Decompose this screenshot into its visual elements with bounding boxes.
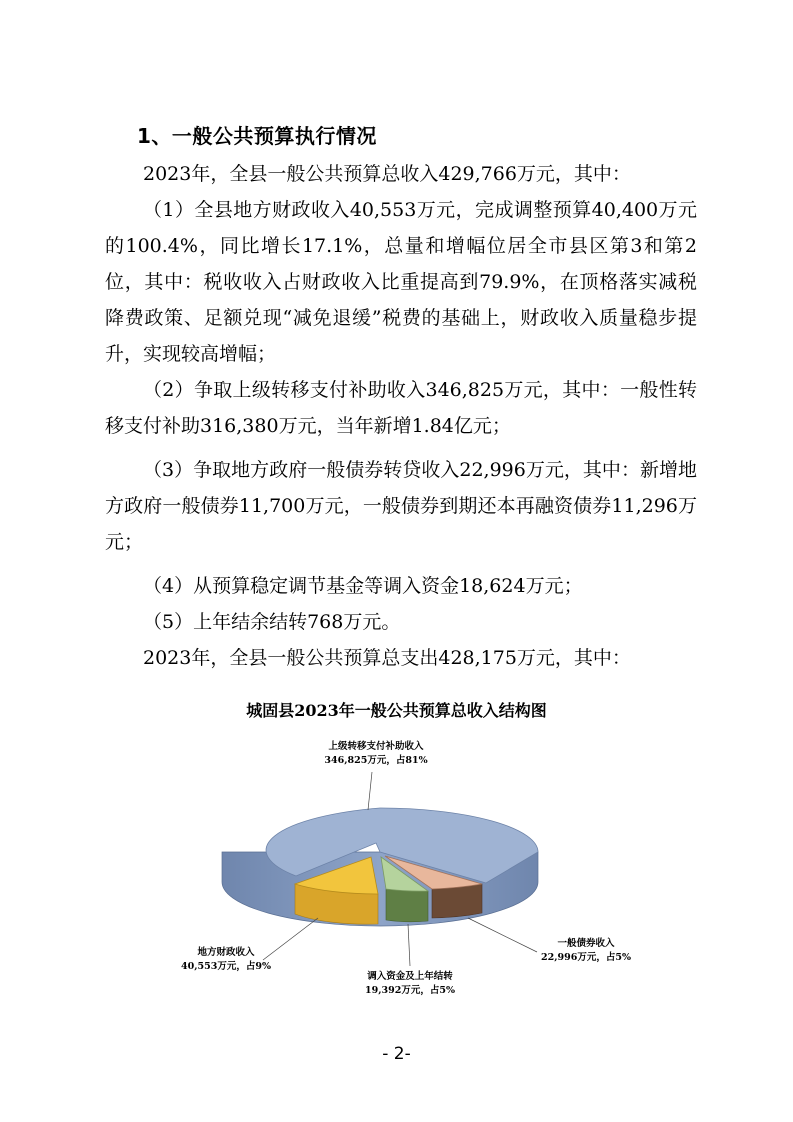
- paragraph-total-expenditure: 2023年，全县一般公共预算总支出428,175万元，其中：: [143, 647, 631, 669]
- label-transfer-in-name: 调入资金及上年结转: [367, 971, 453, 982]
- label-bond-name: 一般债券收入: [557, 938, 615, 949]
- section-heading: 1、一般公共预算执行情况: [137, 124, 377, 148]
- label-transfer-name: 上级转移支付补助收入: [328, 741, 424, 752]
- chart-title: 城固县2023年一般公共预算总收入结构图: [246, 701, 547, 720]
- label-bond-value: 22,996万元，占5%: [541, 952, 631, 963]
- label-transfer-in-value: 19,392万元，占5%: [365, 985, 455, 996]
- paragraph-carryover: （5）上年结余结转768万元。: [143, 611, 401, 633]
- pie-slice-bond-side: [432, 884, 482, 918]
- label-local-name: 地方财政收入: [197, 947, 255, 958]
- paragraph-transfer-revenue: （2）争取上级转移支付补助收入346,825万元，其中：一般性转移支付补助316,380万元，当年新增1.84亿元；: [105, 379, 697, 437]
- paragraph-total-revenue: 2023年，全县一般公共预算总收入429,766万元，其中：: [143, 163, 631, 185]
- paragraph-stabilization-fund: （4）从预算稳定调节基金等调入资金18,624万元；: [143, 575, 583, 597]
- pie-slice-transfer-in-side: [386, 889, 428, 922]
- label-transfer-value: 346,825万元，占81%: [324, 755, 428, 766]
- paragraph-bond-revenue: （3）争取地方政府一般债券转贷收入22,996万元，其中：新增地方政府一般债券11,700万元，一般债券到期还本再融资债券11,296万元；: [105, 459, 697, 553]
- label-local-value: 40,553万元，占9%: [181, 961, 271, 972]
- paragraph-local-revenue: （1）全县地方财政收入40,553万元，完成调整预算40,400万元的100.4%，同比增长17.1%，总量和增幅位居全市县区第3和第2位，其中：税收收入占财政收入比重提高到79.9%，在顶格落实减税降费政策、足额兑现“减免退缓”税费的基础上，财政收入质量稳步提升，实现较高增幅；: [105, 199, 697, 365]
- page-number: - 2-: [382, 1044, 411, 1064]
